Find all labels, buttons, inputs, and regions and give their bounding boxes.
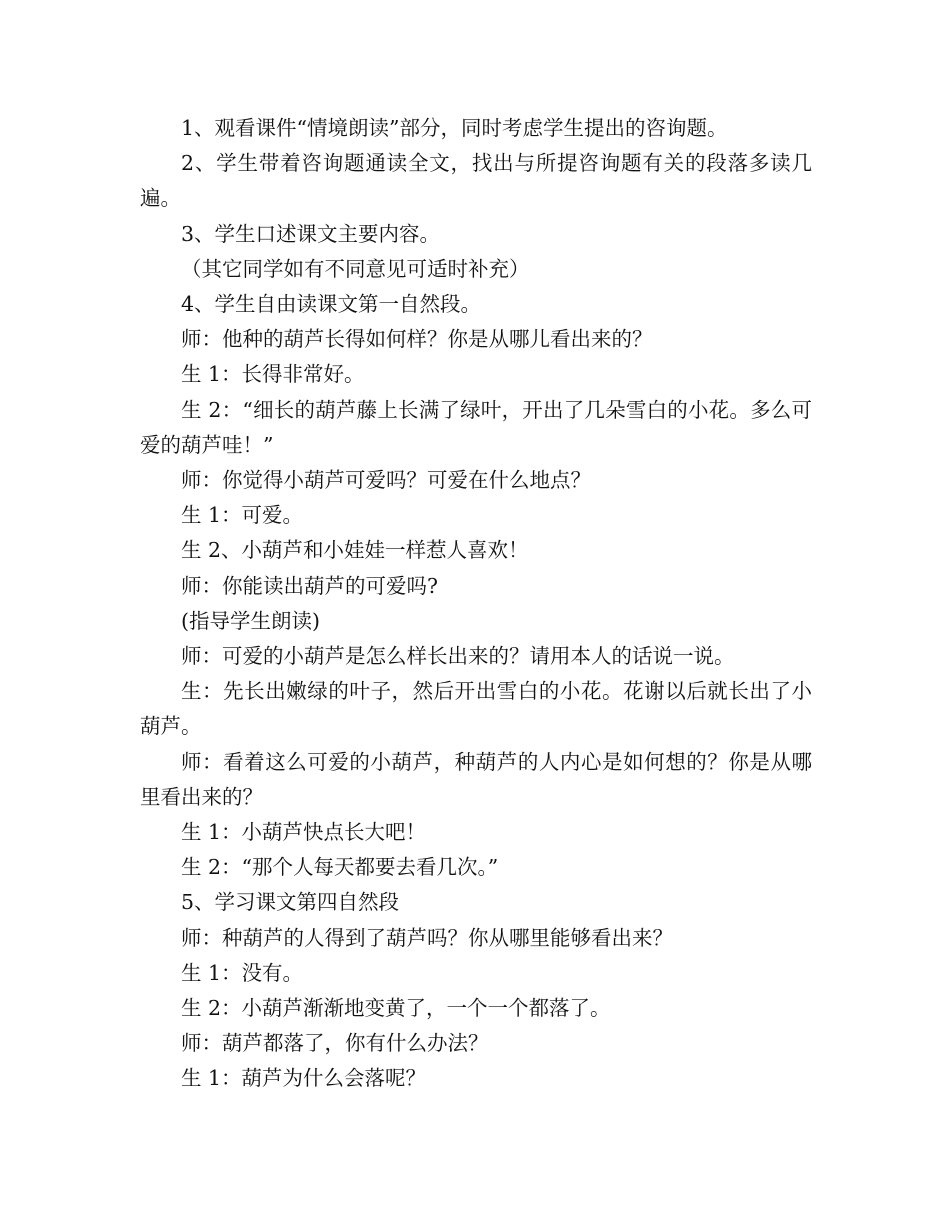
paragraph-3: 3、学生口述课文主要内容。 — [181, 221, 441, 246]
paragraph-1: 1、观看课件“情境朗读”部分，同时考虑学生提出的咨询题。 — [181, 116, 728, 140]
paragraph-4: （其它同学如有不同意见可适时补充） — [181, 256, 530, 281]
paragraph-11: 生 2、小葫芦和小娃娃一样惹人喜欢！ — [181, 538, 529, 563]
paragraph-6: 师：他种的葫芦长得如何样？你是从哪儿看出来的？ — [181, 327, 653, 352]
paragraph-14: 师：可爱的小葫芦是怎么样长出来的？请用本人的话说一说。 — [181, 644, 735, 669]
paragraph-13: (指导学生朗读) — [181, 608, 320, 633]
paragraph-5: 4、学生自由读课文第一自然段。 — [181, 292, 482, 317]
paragraph-18: 生 2：“那个人每天都要去看几次。” — [181, 855, 499, 880]
paragraph-23: 师：葫芦都落了，你有什么办法？ — [181, 1031, 489, 1056]
paragraph-10: 生 1：可爱。 — [181, 503, 304, 528]
paragraph-17: 生 1：小葫芦快点长大吧！ — [181, 820, 427, 845]
paragraph-7: 生 1：长得非常好。 — [181, 362, 365, 387]
paragraph-16: 师：看着这么可爱的小葫芦，种葫芦的人内心是如何想的？你是从哪里看出来的？ — [140, 749, 812, 809]
paragraph-19: 5、学习课文第四自然段 — [181, 890, 400, 915]
paragraph-9: 师：你觉得小葫芦可爱吗？可爱在什么地点？ — [181, 468, 591, 493]
paragraph-21: 生 1：没有。 — [181, 960, 304, 985]
paragraph-2: 2、学生带着咨询题通读全文，找出与所提咨询题有关的段落多读几遍。 — [140, 151, 812, 211]
paragraph-24: 生 1：葫芦为什么会落呢？ — [181, 1066, 427, 1091]
paragraph-15: 生：先长出嫩绿的叶子，然后开出雪白的小花。花谢以后就长出了小葫芦。 — [140, 679, 812, 739]
paragraph-8: 生 2：“细长的葫芦藤上长满了绿叶，开出了几朵雪白的小花。多么可爱的葫芦哇！” — [140, 397, 812, 457]
paragraph-22: 生 2：小葫芦渐渐地变黄了，一个一个都落了。 — [181, 996, 611, 1021]
paragraph-20: 师：种葫芦的人得到了葫芦吗？你从哪里能够看出来？ — [181, 925, 673, 950]
paragraph-12: 师：你能读出葫芦的可爱吗? — [181, 573, 438, 598]
